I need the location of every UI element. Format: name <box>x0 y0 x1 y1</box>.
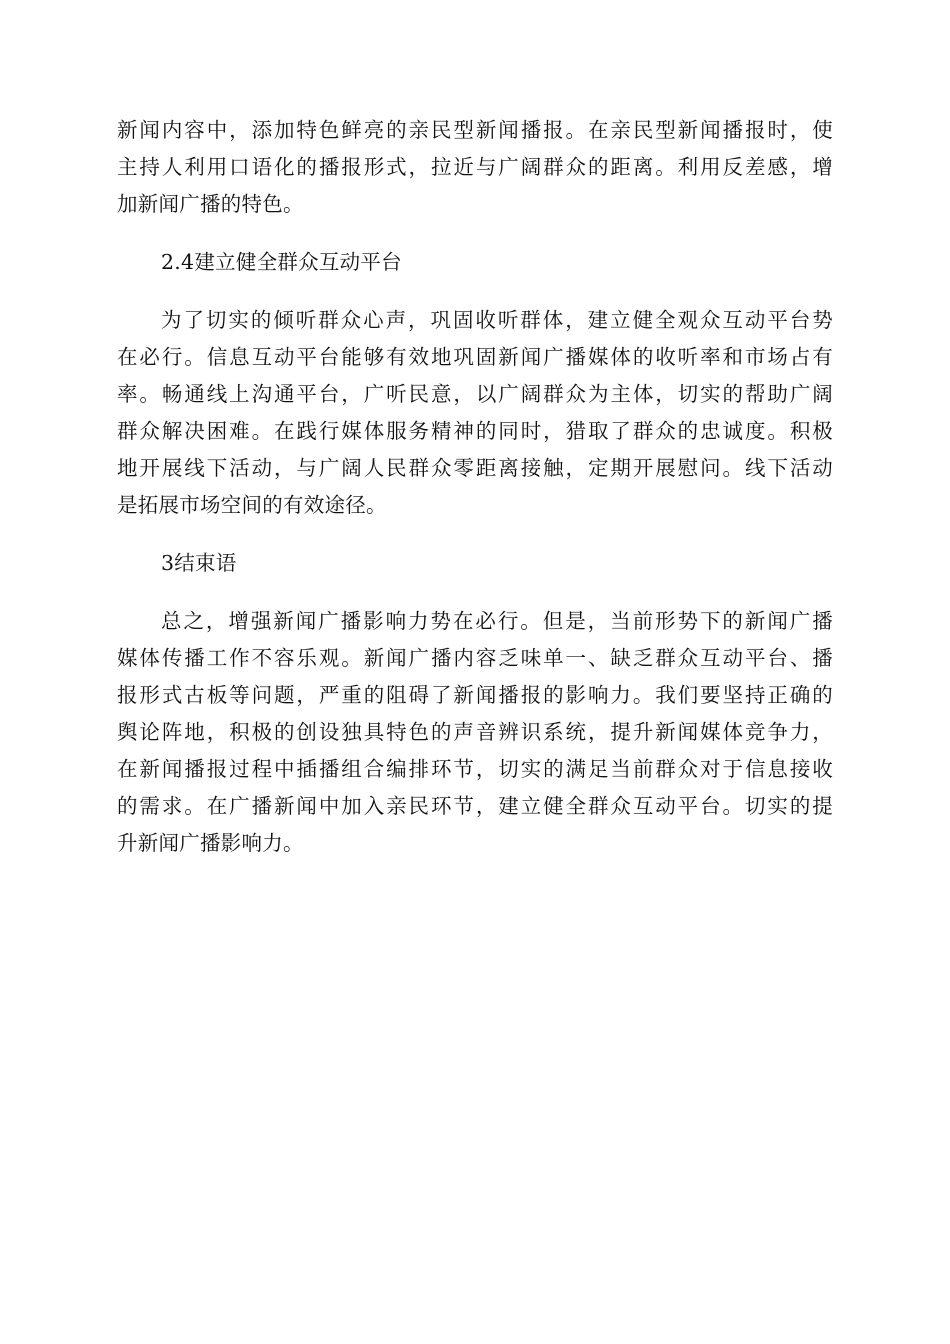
paragraph-interaction-platform <box>117 302 833 524</box>
text-line: 加新闻广播的特色。 <box>117 192 304 216</box>
text-line: 的需求。在广播新闻中加入亲民环节，建立健全群众互动平台。切实的提 <box>117 794 833 818</box>
text-line: 总之，增强新闻广播影响力势在必行。但是，当前形势下的新闻广播 <box>161 609 833 633</box>
text-line: 主持人利用口语化的播报形式，拉近与广阔群众的距离。利用反差感，增 <box>117 155 833 179</box>
text-line: 升新闻广播影响力。 <box>117 831 304 855</box>
text-line: 率。畅通线上沟通平台，广听民意，以广阔群众为主体，切实的帮助广阔 <box>117 382 833 406</box>
text-line: 在新闻播报过程中插播组合编排环节，切实的满足当前群众对于信息接收 <box>117 757 833 781</box>
text-line: 报形式古板等问题，严重的阻碍了新闻播报的影响力。我们要坚持正确的 <box>117 683 833 707</box>
section-heading-3: 3结束语 <box>161 551 237 575</box>
document-body <box>117 112 833 883</box>
text-line: 媒体传播工作不容乐观。新闻广播内容乏味单一、缺乏群众互动平台、播 <box>117 646 833 670</box>
section-heading-2-4: 2.4建立健全群众互动平台 <box>161 250 402 274</box>
text-line: 为了切实的倾听群众心声，巩固收听群体，建立健全观众互动平台势 <box>161 308 833 332</box>
text-line: 新闻内容中，添加特色鲜亮的亲民型新闻播报。在亲民型新闻播报时，使 <box>117 118 833 142</box>
text-line: 是拓展市场空间的有效途径。 <box>117 493 387 517</box>
text-line: 舆论阵地，积极的创设独具特色的声音辨识系统，提升新闻媒体竞争力， <box>117 720 833 744</box>
paragraph-conclusion <box>117 603 833 862</box>
paragraph-broadcast-features <box>117 112 833 223</box>
text-line: 群众解决困难。在践行媒体服务精神的同时，猎取了群众的忠诚度。积极 <box>117 419 833 443</box>
text-line: 地开展线下活动，与广阔人民群众零距离接触，定期开展慰问。线下活动 <box>117 456 833 480</box>
text-line: 在必行。信息互动平台能够有效地巩固新闻广播媒体的收听率和市场占有 <box>117 345 833 369</box>
